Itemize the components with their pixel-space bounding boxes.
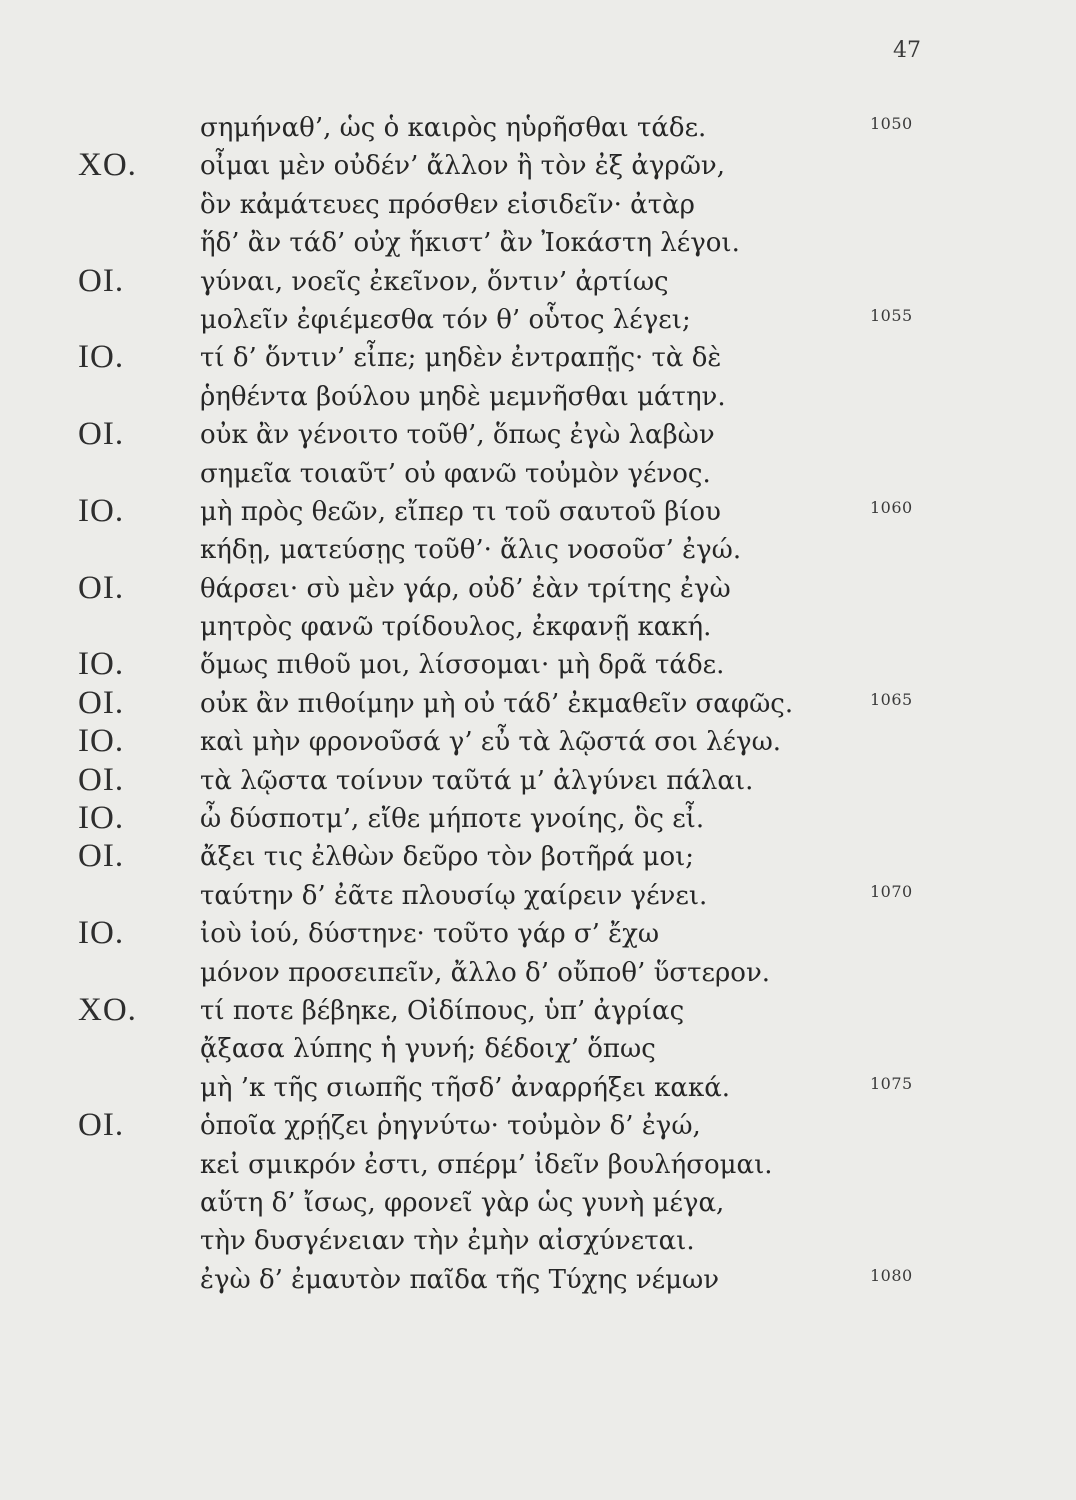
verse-line [0,1068,1076,1106]
verse-line [0,108,1076,146]
speaker-label: ΟΙ. [78,684,125,721]
verse-line [0,799,1076,837]
verse-line [0,1106,1076,1144]
verse-text: ὅμως πιθοῦ μοι, λίσσομαι· μὴ δρᾶ τάδε. [200,650,725,681]
speaker-label: ΙΟ. [78,339,125,376]
verse-line [0,837,1076,875]
verse-line [0,991,1076,1029]
verse-line [0,377,1076,415]
verse-text: ἄξει τις ἐλθὼν δεῦρο τὸν βοτῆρά μοι; [200,842,695,873]
verse-text: ἰοὺ ἰού, δύστηνε· τοῦτο γάρ σ’ ἔχω [200,919,660,950]
line-number: 1065 [870,689,913,709]
speaker-label: ΙΟ. [78,492,125,529]
verse-text: κεἰ σμικρόν ἐστι, σπέρμ’ ἰδεῖν βουλήσομαι. [200,1149,773,1180]
speaker-label: ΟΙ. [78,838,125,875]
verse-line [0,607,1076,645]
verse-text: μὴ πρὸς θεῶν, εἴπερ τι τοῦ σαυτοῦ βίου [200,496,721,527]
verse-text: ἥδ’ ἂν τάδ’ οὐχ ἥκιστ’ ἂν Ἰοκάστη λέγοι. [200,228,740,259]
verse-line [0,262,1076,300]
verse-lines [0,108,1076,1298]
verse-text: σημήναθ’, ὡς ὁ καιρὸς ηὑρῆσθαι τάδε. [200,113,707,143]
verse-text: ὁποῖα χρῄζει ῥηγνύτω· τοὐμὸν δ’ ἐγώ, [200,1111,701,1142]
verse-text: ἐγὼ δ’ ἐμαυτὸν παῖδα τῆς Τύχης νέμων [200,1264,720,1295]
verse-text: μόνον προσειπεῖν, ἄλλο δ’ οὔποθ’ ὕστερον. [200,957,771,988]
verse-line [0,223,1076,261]
line-number: 1075 [870,1073,913,1093]
speaker-label: ΟΙ. [78,761,125,798]
verse-line [0,569,1076,607]
verse-line [0,530,1076,568]
line-number: 1080 [870,1265,913,1285]
verse-text: ὃν κἀμάτευες πρόσθεν εἰσιδεῖν· ἀτὰρ [200,189,695,220]
speaker-label: ΧΟ. [78,991,137,1028]
line-number: 1060 [870,497,913,517]
verse-line [0,1029,1076,1067]
speaker-label: ΟΙ. [78,416,125,453]
verse-line [0,1183,1076,1221]
verse-line [0,876,1076,914]
verse-line [0,415,1076,453]
verse-line [0,722,1076,760]
verse-text: οὐκ ἂν γένοιτο τοῦθ’, ὅπως ἐγὼ λαβὼν [200,420,715,451]
page-number: 47 [893,38,921,63]
verse-line [0,645,1076,683]
speaker-label: ΙΟ. [78,915,125,952]
verse-text: τὴν δυσγένειαν τὴν ἐμὴν αἰσχύνεται. [200,1226,695,1257]
verse-text: ταύτην δ’ ἐᾶτε πλουσίῳ χαίρειν γένει. [200,880,708,911]
verse-text: κήδῃ, ματεύσῃς τοῦθ’· ἅλις νοσοῦσ’ ἐγώ. [200,535,742,566]
verse-text: ῥηθέντα βούλου μηδὲ μεμνῆσθαι μάτην. [200,381,726,412]
verse-text: τὰ λῷστα τοίνυν ταῦτά μ’ ἀλγύνει πάλαι. [200,765,754,796]
line-number: 1070 [870,881,913,901]
verse-text: γύναι, νοεῖς ἐκεῖνον, ὅντιν’ ἀρτίως [200,266,669,297]
verse-text: τί ποτε βέβηκε, Οἰδίπους, ὑπ’ ἀγρίας [200,995,685,1026]
verse-text: μολεῖν ἐφιέμεσθα τόν θ’ οὗτος λέγει; [200,304,691,335]
verse-text: θάρσει· σὺ μὲν γάρ, οὐδ’ ἐὰν τρίτης ἐγὼ [200,573,731,604]
line-number: 1050 [870,114,913,133]
verse-text: ᾄξασα λύπης ἡ γυνή; δέδοιχ’ ὅπως [200,1034,656,1065]
verse-text: οὐκ ἂν πιθοίμην μὴ οὐ τάδ’ ἐκμαθεῖν σαφῶς. [200,688,794,719]
verse-text: καὶ μὴν φρονοῦσά γ’ εὖ τὰ λῷστά σοι λέγω. [200,727,782,758]
verse-text: σημεῖα τοιαῦτ’ οὐ φανῶ τοὐμὸν γένος. [200,458,711,489]
verse-text: αὕτη δ’ ἴσως, φρονεῖ γὰρ ὡς γυνὴ μέγα, [200,1187,725,1218]
verse-text: μητρὸς φανῶ τρίδουλος, ἐκφανῇ κακή. [200,612,712,643]
verse-text: οἶμαι μὲν οὐδέν’ ἄλλον ἢ τὸν ἐξ ἀγρῶν, [200,151,725,182]
verse-text: μὴ ’κ τῆς σιωπῆς τῆσδ’ ἀναρρήξει κακά. [200,1072,731,1103]
speaker-label: ΟΙ. [78,262,125,299]
verse-line [0,300,1076,338]
verse-line [0,1221,1076,1259]
speaker-label: ΙΟ. [78,646,125,683]
speaker-label: ΟΙ. [78,1107,125,1144]
verse-line [0,914,1076,952]
verse-text: τί δ’ ὅντιν’ εἶπε; μηδὲν ἐντραπῇς· τὰ δὲ [200,343,722,374]
verse-line [0,454,1076,492]
verse-line [0,953,1076,991]
speaker-label: ΧΟ. [78,147,137,184]
speaker-label: ΟΙ. [78,569,125,606]
verse-line [0,1145,1076,1183]
speaker-label: ΙΟ. [78,800,125,837]
verse-line [0,492,1076,530]
verse-line [0,146,1076,184]
verse-line [0,761,1076,799]
verse-line [0,684,1076,722]
speaker-label: ΙΟ. [78,723,125,760]
verse-line [0,338,1076,376]
verse-text: ὦ δύσποτμ’, εἴθε μήποτε γνοίης, ὃς εἶ. [200,804,705,835]
verse-line [0,1260,1076,1298]
line-number: 1055 [870,305,913,325]
verse-line [0,185,1076,223]
